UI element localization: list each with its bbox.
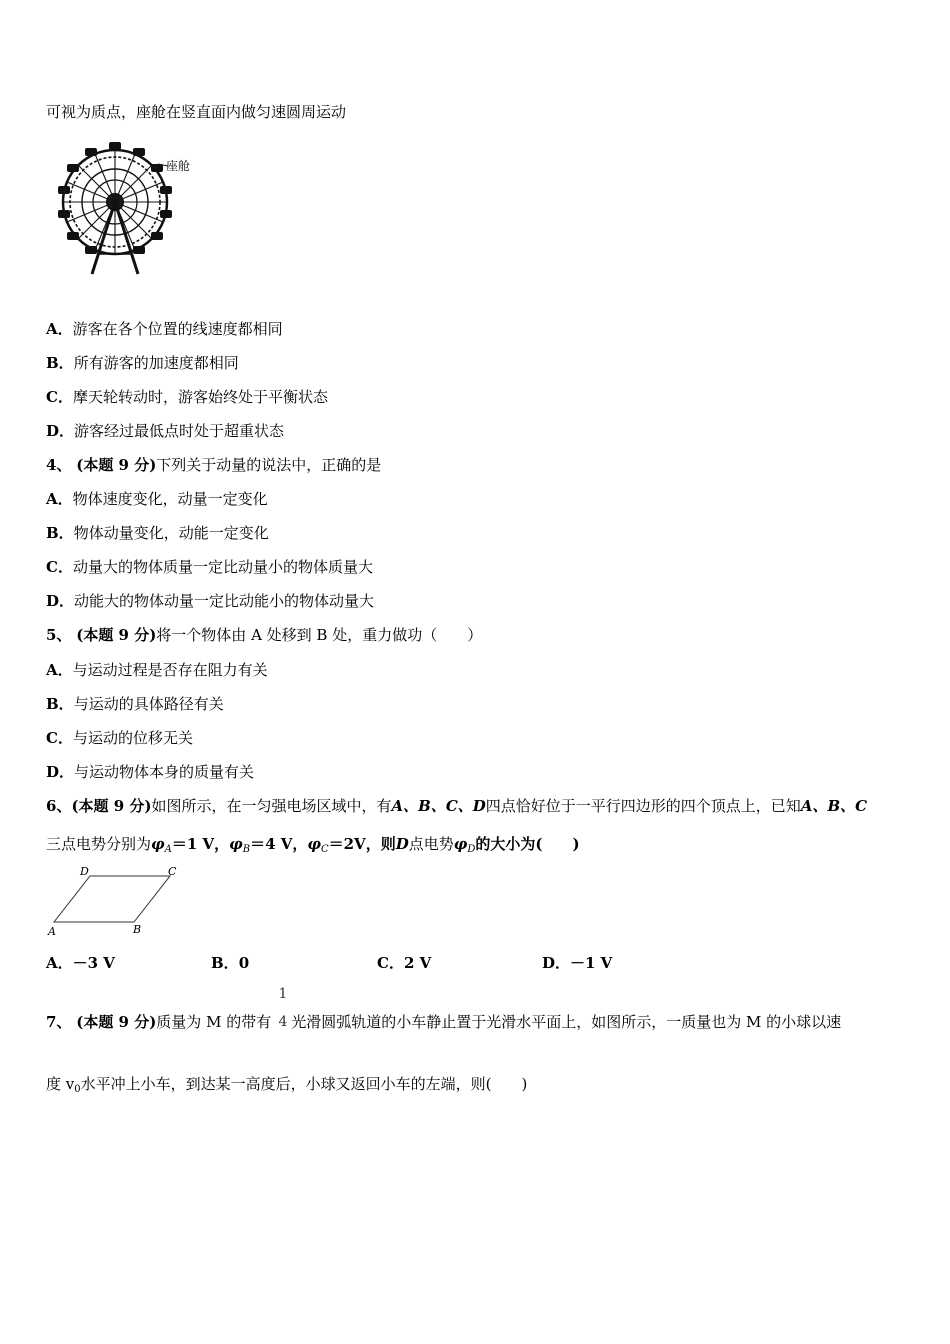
question-stem-cont: 四点恰好位于一平行四边形的四个顶点上，已知: [485, 797, 801, 815]
question-points: (本题 9 分): [76, 626, 157, 644]
option-text: 游客在各个位置的线速度都相同: [72, 320, 283, 338]
q3-option-d: [46, 421, 284, 441]
option-label: B．: [46, 695, 74, 713]
question-stem: 将一个物体由 A 处移到 B 处，重力做功（ ）: [156, 626, 483, 644]
point-labels: A、B、C、D: [391, 797, 486, 815]
option-text: 2 V: [403, 954, 432, 972]
option-label: B．: [46, 524, 74, 542]
parallelogram-figure: [44, 864, 194, 940]
option-text: 物体动量变化，动能一定变化: [73, 524, 269, 542]
intro-text: 可视为质点，座舱在竖直面内做匀速圆周运动: [46, 103, 347, 121]
option-text: 游客经过最低点时处于超重状态: [74, 422, 285, 440]
phi-a-value: ＝1 V，: [171, 835, 230, 853]
q4-option-d: [46, 591, 374, 611]
q6-option-c: [377, 953, 431, 973]
question-stem-line2: 三点电势分别为: [46, 835, 152, 853]
option-label: C．: [46, 729, 73, 747]
question-points: (本题 9 分): [76, 456, 157, 474]
q4-option-b: [46, 523, 269, 543]
vertex-label-d: D: [80, 865, 89, 878]
q5-option-b: [46, 694, 224, 714]
option-label: A．: [46, 954, 73, 972]
option-label: B．: [46, 354, 74, 372]
q4-stem: [46, 455, 381, 475]
option-text: －3 V: [72, 954, 115, 972]
vertex-label-c: C: [168, 865, 177, 878]
option-label: D．: [542, 954, 571, 972]
question-stem: 如图所示，在一匀强电场区域中，有: [151, 797, 392, 815]
question-stem-line2: 度 v: [46, 1075, 75, 1093]
question-stem: 下列关于动量的说法中，正确的是: [156, 456, 382, 474]
ferris-wheel-figure: [52, 136, 202, 278]
option-text: 与运动物体本身的质量有关: [74, 763, 255, 781]
point-d: D: [395, 835, 409, 853]
question-stem-cont: 光滑圆弧轨道的小车静止置于光滑水平面上，如图所示，一质量也为 M 的小球以速: [291, 1013, 842, 1031]
q5-option-a: [46, 660, 268, 680]
option-label: A．: [46, 661, 73, 679]
point-labels-2: A、B、C: [800, 797, 868, 815]
question-number: 5、: [46, 626, 72, 644]
q5-stem: [46, 625, 482, 645]
option-label: C．: [377, 954, 404, 972]
phi-c-value: ＝2V，则: [328, 835, 396, 853]
question-points: (本题 9 分): [71, 797, 152, 815]
option-text: 所有游客的加速度都相同: [73, 354, 239, 372]
fraction-denominator: 4: [278, 1014, 288, 1030]
option-text: 与运动的位移无关: [72, 729, 193, 747]
q3-option-c: [46, 387, 328, 407]
phi-symbol: φ: [307, 835, 321, 853]
question-number: 4、: [46, 456, 72, 474]
question-stem-line2c: 的大小为( ): [475, 835, 580, 853]
vertex-label-a: A: [48, 925, 56, 938]
option-label: C．: [46, 558, 73, 576]
phi-symbol: φ: [453, 835, 468, 853]
phi-subscript: D: [467, 844, 476, 855]
q6-stem-line2: [46, 834, 580, 860]
question-number: 7、: [46, 1013, 72, 1031]
q7-stem-line1: [46, 1012, 841, 1032]
fraction-numerator: 1: [278, 986, 288, 1002]
option-label: C．: [46, 388, 73, 406]
q7-stem-line2: [46, 1074, 527, 1100]
phi-subscript: C: [320, 844, 329, 855]
q6-stem-line1: [46, 796, 867, 816]
q4-option-c: [46, 557, 373, 577]
option-label: D．: [46, 763, 75, 781]
question-stem: 质量为 M 的带有: [156, 1013, 272, 1031]
ferris-cabin-label: 座舱: [166, 159, 191, 173]
q6-option-d: [542, 953, 612, 973]
question-number: 6、: [46, 797, 72, 815]
phi-symbol: φ: [229, 835, 243, 853]
option-text: 与运动过程是否存在阻力有关: [72, 661, 268, 679]
option-text: 与运动的具体路径有关: [73, 695, 224, 713]
option-text: 0: [238, 954, 250, 972]
q6-option-a: [46, 953, 115, 973]
option-label: A．: [46, 490, 73, 508]
q5-option-c: [46, 728, 193, 748]
option-text: 摩天轮转动时，游客始终处于平衡状态: [72, 388, 328, 406]
option-text: －1 V: [570, 954, 613, 972]
q4-option-a: [46, 489, 268, 509]
q3-option-b: [46, 353, 239, 373]
q6-option-b: [211, 953, 249, 973]
question-stem-line2b: 点电势: [408, 835, 454, 853]
option-text: 动量大的物体质量一定比动量小的物体质量大: [72, 558, 373, 576]
option-text: 物体速度变化，动量一定变化: [72, 490, 268, 508]
question-points: (本题 9 分): [76, 1013, 157, 1031]
q3-option-a: [46, 319, 283, 339]
phi-symbol: φ: [151, 835, 165, 853]
option-text: 动能大的物体动量一定比动能小的物体动量大: [74, 592, 375, 610]
phi-b-value: ＝4 V，: [250, 835, 308, 853]
option-label: B．: [211, 954, 239, 972]
option-label: A．: [46, 320, 73, 338]
phi-subscript: B: [242, 844, 251, 855]
option-label: D．: [46, 422, 75, 440]
question-stem-line2b: 水平冲上小车，到达某一高度后，小球又返回小车的左端，则( ): [80, 1075, 528, 1093]
vertex-label-b: B: [133, 923, 142, 936]
phi-subscript: A: [164, 844, 172, 855]
q5-option-d: [46, 762, 254, 782]
option-label: D．: [46, 592, 75, 610]
velocity-subscript: 0: [74, 1084, 81, 1095]
